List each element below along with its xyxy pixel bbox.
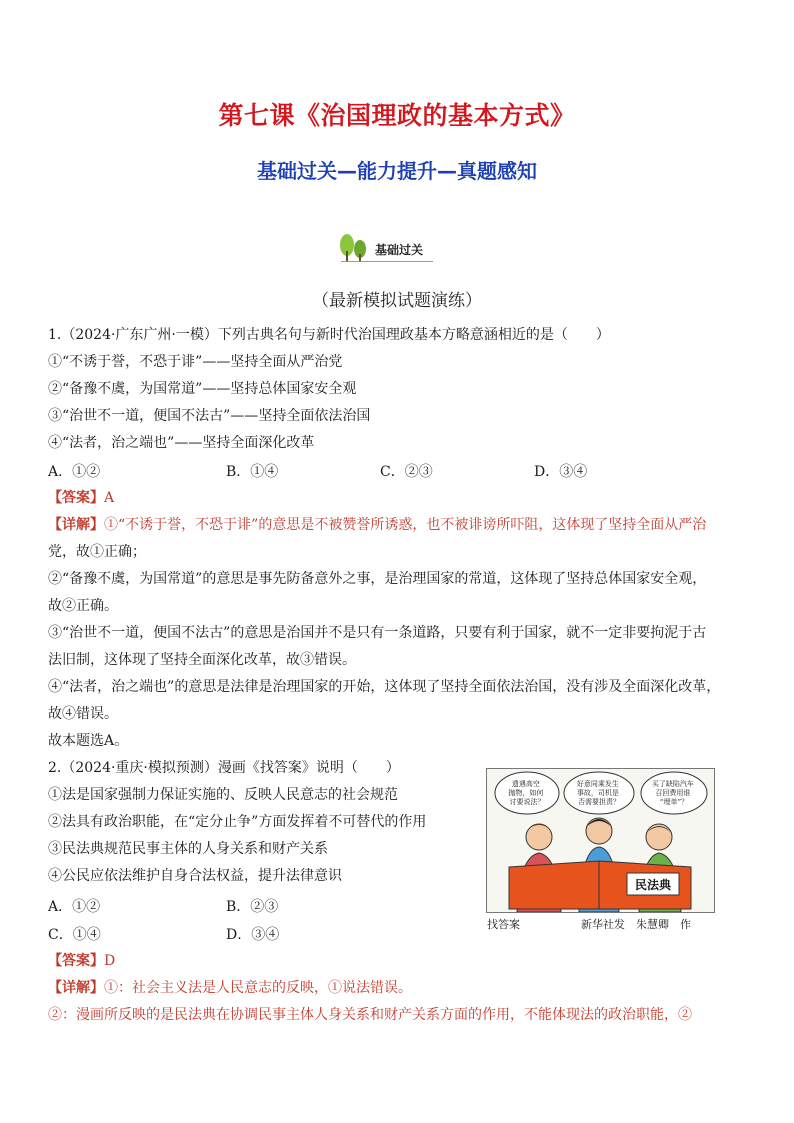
bubble2-line1: 好意同乘发生 — [576, 780, 619, 788]
q1-detail-line-2: 党，故①正确； — [48, 544, 146, 560]
q2-detail-line-1 — [48, 978, 412, 998]
q1-detail-line-1 — [48, 515, 706, 535]
q1-answer-tag: 【答案】 — [48, 490, 104, 506]
q1-detail-text-1: ①“不诱于誉，不恐于诽”的意思是不被赞誉所诱惑，也不被诽谤所吓阻，这体现了坚持全面从严治 — [104, 517, 707, 533]
q1-option-c: C．②③ — [380, 464, 433, 480]
q1-stem: 1.（2024·广东广州·一模）下列古典名句与新时代治国理政基本方略意涵相近的是（ ） — [48, 327, 610, 343]
q1-item-4: ④“法者，治之端也”——坚持全面深化改革 — [48, 435, 315, 451]
q1-answer — [48, 488, 114, 508]
q1-item-1: ①“不诱于誉，不恐于诽”——坚持全面从严治党 — [48, 354, 343, 370]
q2-answer — [48, 951, 115, 971]
cartoon-caption-title: 找答案 — [487, 918, 520, 931]
section-title: （最新模拟试题演练） — [312, 291, 482, 311]
q1-option-b: B．①④ — [226, 464, 279, 480]
svg-text:好意同乘发生 事故，司机是 — [577, 779, 621, 806]
q1-item-3: ③“治世不一道，便国不法古”——坚持全面依法治国 — [48, 408, 371, 424]
q1-conclusion: 故本题选A。 — [48, 733, 129, 749]
q1-detail-line-4: 故②正确。 — [48, 598, 118, 614]
svg-text:遗遇高空 抛物，如何 讨要说 — [508, 779, 545, 806]
q1-detail-tag: 【详解】 — [48, 517, 104, 533]
q1-detail-line-3: ②“备豫不虞，为国常道”的意思是事先防备意外之事，是治理国家的常道，这体现了坚持总体国家安全观， — [48, 571, 707, 587]
section-badge — [335, 232, 435, 264]
q2-detail-text-1: ①：社会主义法是人民意志的反映，①说法错误。 — [104, 980, 412, 996]
cartoon-caption-credit: 新华社发 朱慧卿 作 — [581, 918, 691, 931]
bubble2-line2: 事故，司机是 — [576, 789, 619, 797]
book-label: 民法典 — [634, 878, 672, 892]
bubble3-line1: 买了缺陷汽车 — [651, 780, 694, 788]
q2-item-4: ④公民应依法维护自身合法权益，提升法律意识 — [48, 868, 342, 884]
q2-stem: 2.（2024·重庆·模拟预测）漫画《找答案》说明（ ） — [48, 760, 400, 776]
q1-detail-line-5: ③“治世不一道，便国不法古”的意思是治国并不是只有一条道路，只要有利于国家，就不一定非要拘泥于古 — [48, 625, 707, 641]
q2-item-2: ②法具有政治职能，在“定分止争”方面发挥着不可替代的作用 — [48, 814, 427, 830]
bubble1-line1: 遗遇高空 — [511, 780, 540, 788]
page-title: 第七课《治国理政的基本方式》 — [218, 101, 576, 130]
bubble1-line3: 讨要说法？ — [509, 798, 545, 806]
q1-detail-line-8: 故④错误。 — [48, 706, 118, 722]
bubble2-line3: 否需要担责？ — [578, 798, 620, 806]
q2-option-c: C．①④ — [48, 927, 101, 943]
q1-option-d: D．③④ — [534, 464, 588, 480]
q1-detail-line-6: 法旧制，这体现了坚持全面深化改革，故③错误。 — [48, 652, 356, 668]
tree-icon — [335, 232, 375, 264]
q1-answer-value: A — [104, 490, 115, 506]
q1-detail-line-7: ④“法者，治之端也”的意思是法律是治理国家的开始，这体现了坚持全面依法治国，没有涉及全面深化改革， — [48, 679, 721, 695]
q2-answer-value: D — [104, 953, 116, 969]
badge-label: 基础过关 — [375, 243, 424, 257]
bubble3-line2: 召回费用谁 — [655, 789, 691, 797]
q1-item-2: ②“备豫不虞，为国常道”——坚持总体国家安全观 — [48, 381, 357, 397]
q2-item-3: ③民法典规范民事主体的人身关系和财产关系 — [48, 841, 328, 857]
q2-option-b: B．②③ — [226, 899, 279, 915]
q2-detail-line-2: ②：漫画所反映的是民法典在协调民事主体人身关系和财产关系方面的作用，不能体现法的政治职能，② — [48, 1007, 692, 1023]
cartoon-drawing — [487, 769, 714, 912]
badge-underline — [341, 261, 433, 262]
page-subtitle: 基础过关—能力提升—真题感知 — [257, 159, 537, 183]
q2-detail-tag: 【详解】 — [48, 980, 104, 996]
q1-option-a: A．①② — [48, 464, 101, 480]
bubble1-line2: 抛物，如何 — [508, 789, 544, 797]
q2-option-d: D．③④ — [226, 927, 280, 943]
q2-option-a: A．①② — [48, 899, 101, 915]
cartoon-illustration — [486, 768, 715, 913]
q2-item-1: ①法是国家强制力保证实施的、反映人民意志的社会规范 — [48, 787, 398, 803]
bubble3-line3: “埋单”？ — [659, 798, 689, 806]
q2-answer-tag: 【答案】 — [48, 953, 104, 969]
